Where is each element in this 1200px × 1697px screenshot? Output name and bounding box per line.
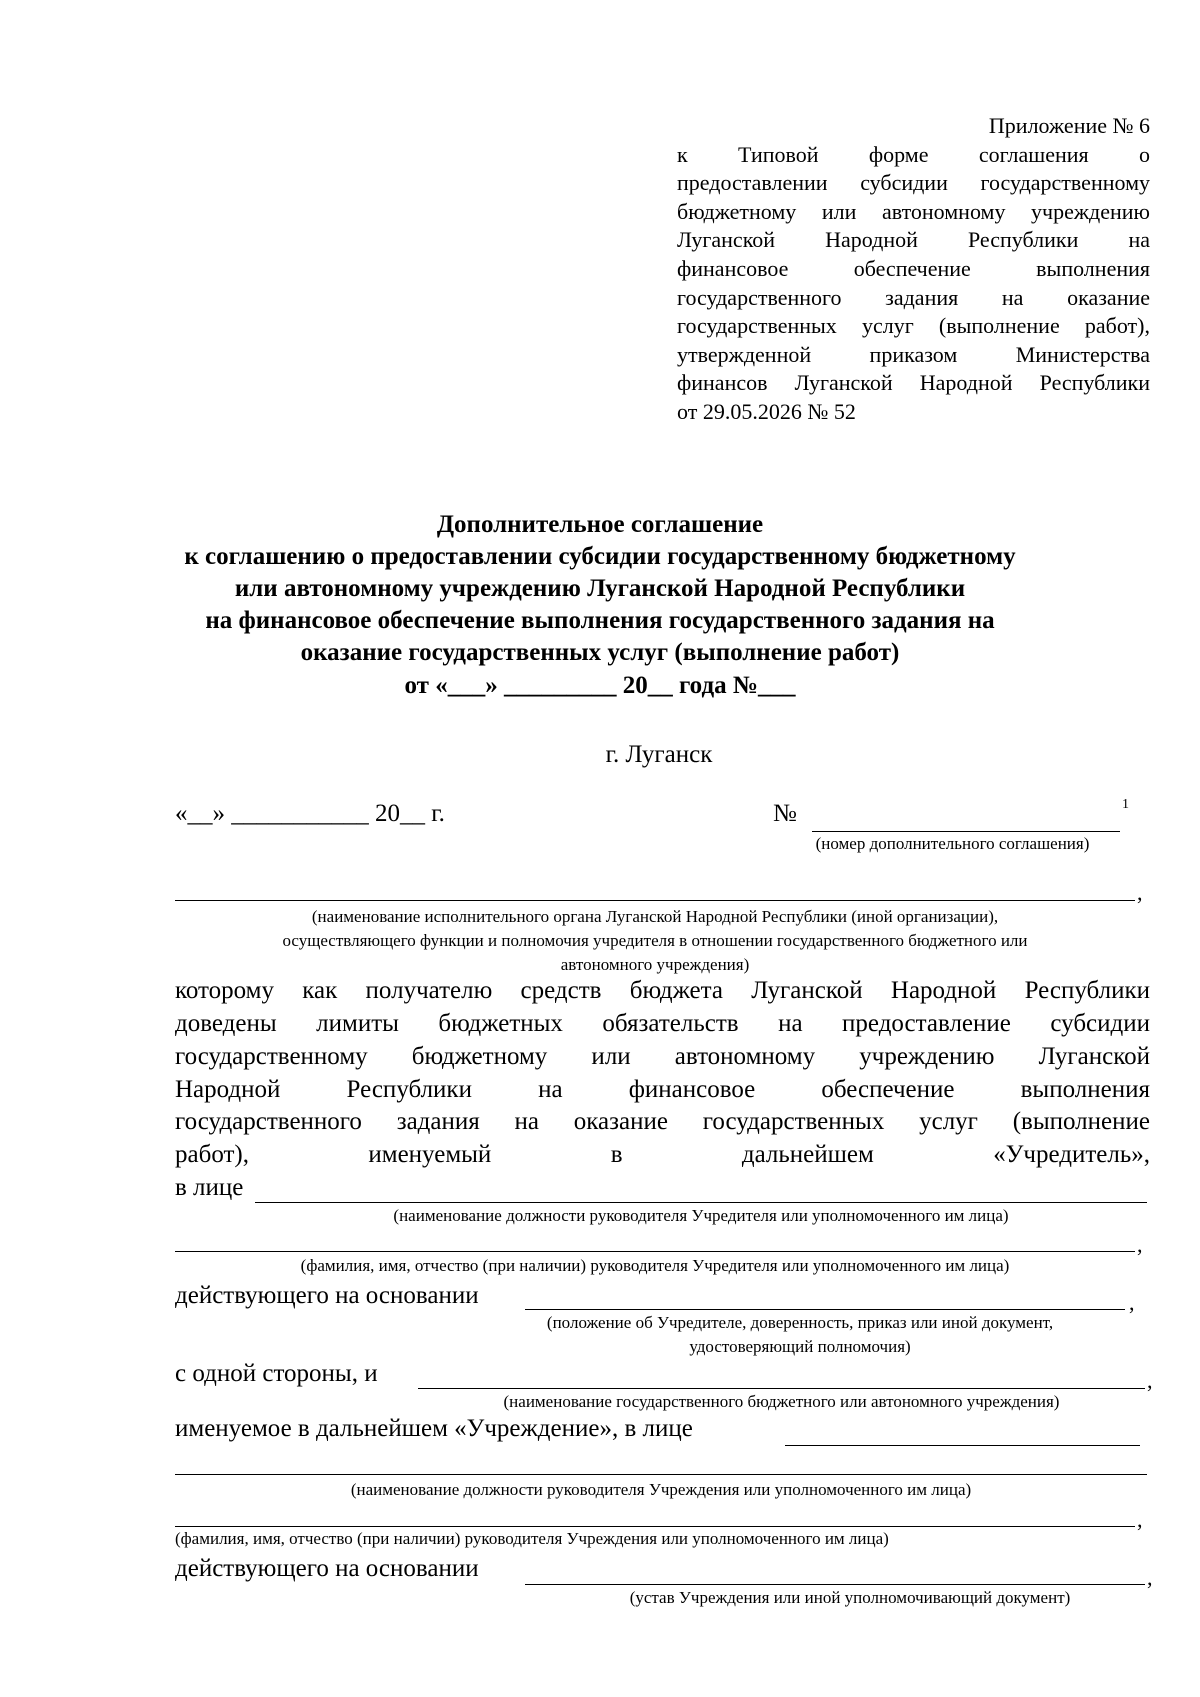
appendix-block [677, 112, 1150, 427]
institution-position-caption: (наименование должности руководителя Учреждения или уполномоченного им лица) [350, 1480, 972, 1499]
founder-basis-line [525, 1309, 1125, 1310]
document-subtitle-line: к соглашению о предоставлении субсидии государственному бюджетному [184, 543, 1016, 570]
institution-name-caption: (наименование государственного бюджетного или автономного учреждения) [503, 1392, 1060, 1411]
document-subtitle-line: или автономному учреждению Луганской Народной Республики [234, 575, 966, 602]
comma: , [1137, 1507, 1143, 1532]
body-line: доведены лимиты бюджетных обязательств на предоставление субсидии [175, 1010, 1150, 1037]
appendix-line: финансовое обеспечение выполнения [677, 255, 1150, 281]
institution-position-line-2 [175, 1474, 1147, 1475]
document-subtitle-line: на финансовое обеспечение выполнения государственного задания на [205, 607, 995, 634]
institution-name-line [418, 1388, 1145, 1389]
institution-position-line-1 [785, 1445, 1140, 1446]
body-line: которому как получателю средств бюджета Луганской Народной Республики [175, 977, 1150, 1004]
founder-name-caption [175, 905, 1135, 977]
document-subtitle-line: оказание государственных услуг (выполнение работ) [300, 639, 900, 666]
agreement-number-caption: (номер дополнительного соглашения) [815, 834, 1090, 853]
comma: , [1129, 1290, 1135, 1315]
agreement-number-label: № [773, 800, 797, 827]
comma: , [1137, 1232, 1143, 1257]
appendix-line: государственных услуг (выполнение работ), [677, 313, 1150, 339]
institution-basis-line [525, 1584, 1145, 1585]
acting-basis-label: действующего на основании [175, 1282, 479, 1309]
city-label: г. Луганск [605, 741, 713, 768]
body-line: государственного задания на оказание государственных услуг (выполнение [175, 1108, 1150, 1135]
founder-fio-caption: (фамилия, имя, отчество (при наличии) руководителя Учредителя или уполномоченного им лица) [300, 1256, 1010, 1275]
body-line: работ), именуемый в дальнейшем «Учредитель», [175, 1141, 1150, 1168]
comma: , [1147, 1565, 1153, 1590]
named-institution-label: именуемое в дальнейшем «Учреждение», в лице [175, 1415, 693, 1442]
founder-position-line [255, 1202, 1147, 1203]
caption-line: (положение об Учредителе, доверенность, приказ или иной документ, [546, 1313, 1054, 1332]
caption-line: удостоверяющий полномочия) [689, 1337, 911, 1356]
caption-line: (наименование исполнительного органа Луганской Народной Республики (иной организации), [311, 907, 999, 926]
body-line: государственному бюджетному или автономному учреждению Луганской [175, 1043, 1150, 1070]
body-line: Народной Республики на финансовое обеспечение выполнения [175, 1076, 1150, 1103]
founder-name-line [175, 900, 1135, 901]
document-title: Дополнительное соглашение [436, 511, 764, 538]
appendix-order-date: от 29.05.2026 № 52 [677, 398, 856, 424]
agreement-date-field: «__» ___________ 20__ г. [175, 800, 445, 827]
footnote-marker: 1 [1122, 797, 1129, 812]
comma: , [1137, 880, 1143, 905]
caption-line: автономного учреждения) [560, 955, 750, 974]
institution-basis-caption: (устав Учреждения или иной уполномочивающий документ) [629, 1588, 1071, 1607]
appendix-line: Луганской Народной Республики на [677, 227, 1150, 253]
document-date-line: от «___» _________ 20__ года №___ [404, 672, 796, 699]
acting-basis-label-2: действующего на основании [175, 1555, 479, 1582]
appendix-line: финансов Луганской Народной Республики [677, 370, 1150, 396]
founder-position-caption: (наименование должности руководителя Учредителя или уполномоченного им лица) [393, 1206, 1009, 1225]
founder-basis-caption [470, 1311, 1130, 1359]
institution-fio-caption: (фамилия, имя, отчество (при наличии) руководителя Учреждения или уполномоченного им лица) [175, 1529, 889, 1548]
founder-fio-line [175, 1251, 1135, 1252]
one-side-label: с одной стороны, и [175, 1360, 378, 1387]
comma: , [1147, 1368, 1153, 1393]
appendix-line: к Типовой форме соглашения о [677, 141, 1150, 167]
in-person-label: в лице [175, 1174, 244, 1201]
appendix-line: бюджетному или автономному учреждению [677, 198, 1150, 224]
appendix-line: предоставлении субсидии государственному [677, 170, 1150, 196]
appendix-title: Приложение № 6 [988, 113, 1150, 138]
appendix-line: государственного задания на оказание [677, 284, 1150, 310]
appendix-line: утвержденной приказом Министерства [677, 341, 1150, 367]
caption-line: осуществляющего функции и полномочия учредителя в отношении государственного бюджетного или [282, 931, 1028, 950]
